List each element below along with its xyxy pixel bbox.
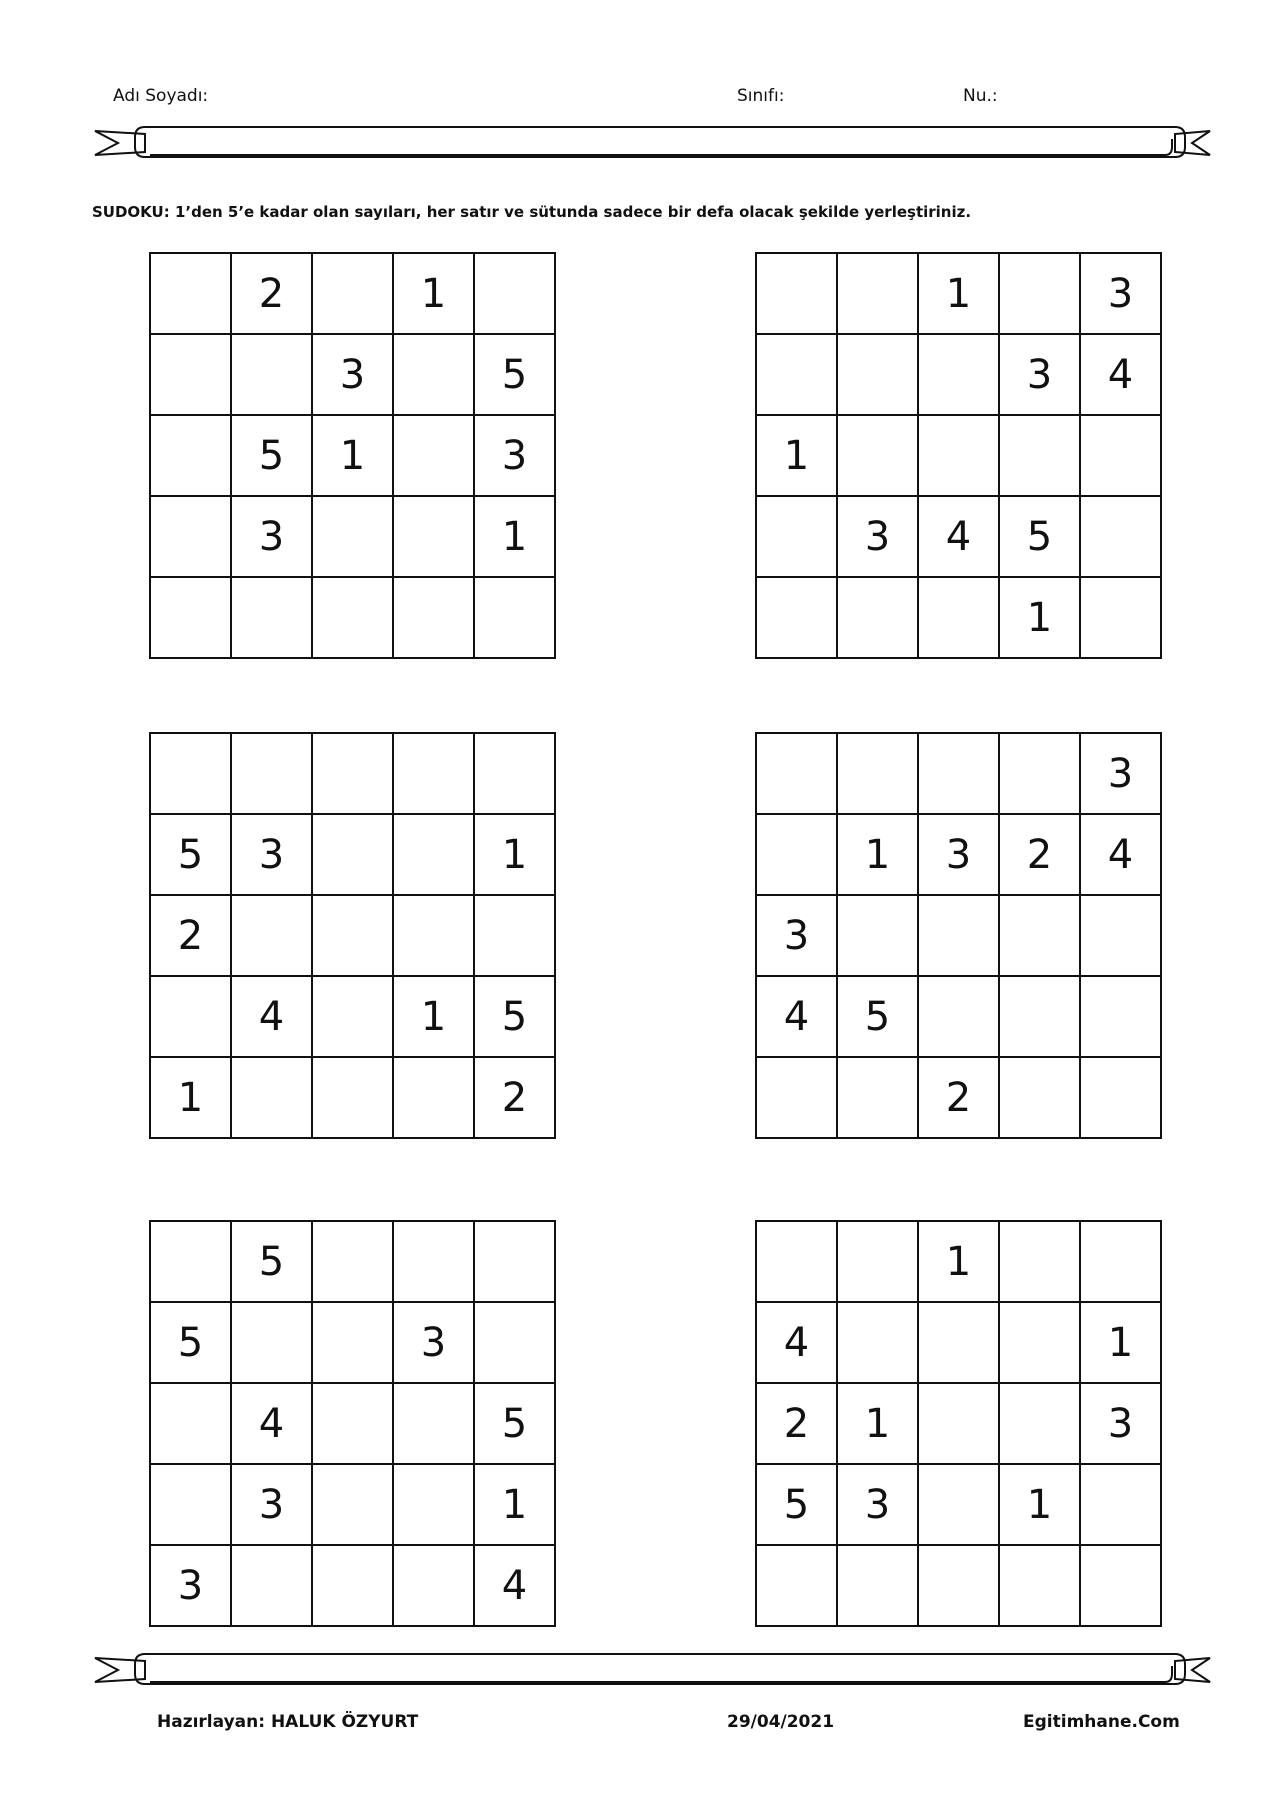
sudoku-cell[interactable]	[312, 1383, 393, 1464]
grid-row	[150, 814, 555, 895]
sudoku-cell[interactable]: 3	[231, 1464, 312, 1545]
sudoku-cell[interactable]	[150, 415, 231, 496]
sudoku-cell[interactable]: 1	[150, 1057, 231, 1138]
sudoku-cell[interactable]	[474, 253, 555, 334]
sudoku-cell[interactable]	[918, 415, 999, 496]
author: Hazırlayan: HALUK ÖZYURT	[157, 1712, 419, 1732]
sudoku-cell[interactable]: 1	[999, 1464, 1080, 1545]
sudoku-cell[interactable]	[312, 1545, 393, 1626]
sudoku-cell[interactable]: 1	[756, 415, 837, 496]
sudoku-cell[interactable]	[393, 1383, 474, 1464]
sudoku-cell[interactable]	[837, 1302, 918, 1383]
sudoku-cell[interactable]	[1080, 895, 1161, 976]
sudoku-cell[interactable]	[918, 1545, 999, 1626]
grid-row	[756, 1302, 1161, 1383]
sudoku-cell[interactable]	[918, 895, 999, 976]
sudoku-cell[interactable]: 3	[837, 1464, 918, 1545]
sudoku-cell[interactable]	[393, 334, 474, 415]
class-label: Sınıfı:	[737, 86, 785, 106]
grid-row	[150, 1545, 555, 1626]
grid-row	[150, 733, 555, 814]
sudoku-cell[interactable]	[999, 1221, 1080, 1302]
sudoku-cell[interactable]	[756, 1545, 837, 1626]
sudoku-cell[interactable]: 4	[231, 1383, 312, 1464]
sudoku-cell[interactable]: 1	[474, 814, 555, 895]
sudoku-cell[interactable]: 5	[150, 1302, 231, 1383]
sudoku-cell[interactable]	[999, 1383, 1080, 1464]
sudoku-cell[interactable]	[837, 334, 918, 415]
sudoku-cell[interactable]: 5	[837, 976, 918, 1057]
scroll-banner-bottom	[0, 1644, 1280, 1694]
sudoku-cell[interactable]	[918, 1302, 999, 1383]
grid-row	[756, 577, 1161, 658]
sudoku-cell[interactable]	[918, 577, 999, 658]
sudoku-cell[interactable]	[1080, 976, 1161, 1057]
sudoku-cell[interactable]: 5	[756, 1464, 837, 1545]
grid-row	[756, 976, 1161, 1057]
sudoku-cell[interactable]: 1	[474, 496, 555, 577]
sudoku-cell[interactable]: 1	[1080, 1302, 1161, 1383]
grid-row	[756, 334, 1161, 415]
grid-row	[756, 814, 1161, 895]
sudoku-cell[interactable]	[393, 496, 474, 577]
sudoku-cell[interactable]: 1	[999, 577, 1080, 658]
sudoku-cell[interactable]	[999, 733, 1080, 814]
sudoku-cell[interactable]	[231, 577, 312, 658]
sudoku-cell[interactable]: 5	[150, 814, 231, 895]
instructions: SUDOKU: 1’den 5’e kadar olan sayıları, her satır ve sütunda sadece bir defa olacak şekilde yerleştiriniz.	[92, 203, 972, 221]
sudoku-cell[interactable]	[312, 976, 393, 1057]
sudoku-cell[interactable]: 2	[918, 1057, 999, 1138]
sudoku-cell[interactable]	[756, 577, 837, 658]
sudoku-grid-5	[149, 1220, 556, 1627]
sudoku-cell[interactable]: 5	[474, 334, 555, 415]
sudoku-cell[interactable]	[312, 895, 393, 976]
sudoku-cell[interactable]: 3	[1080, 1383, 1161, 1464]
sudoku-cell[interactable]	[837, 1545, 918, 1626]
sudoku-cell[interactable]	[393, 895, 474, 976]
sudoku-cell[interactable]	[756, 814, 837, 895]
sudoku-cell[interactable]	[312, 1464, 393, 1545]
sudoku-cell[interactable]	[837, 1221, 918, 1302]
sudoku-cell[interactable]	[150, 577, 231, 658]
sudoku-cell[interactable]	[150, 1383, 231, 1464]
sudoku-cell[interactable]	[393, 733, 474, 814]
sudoku-cell[interactable]	[1080, 1221, 1161, 1302]
sudoku-cell[interactable]	[756, 496, 837, 577]
sudoku-cell[interactable]: 4	[756, 976, 837, 1057]
grid-row	[756, 415, 1161, 496]
sudoku-cell[interactable]: 4	[1080, 334, 1161, 415]
sudoku-cell[interactable]	[393, 1464, 474, 1545]
sudoku-cell[interactable]	[918, 733, 999, 814]
sudoku-cell[interactable]	[999, 415, 1080, 496]
sudoku-cell[interactable]	[231, 1545, 312, 1626]
sudoku-cell[interactable]	[312, 1221, 393, 1302]
sudoku-cell[interactable]	[312, 253, 393, 334]
sudoku-cell[interactable]: 5	[231, 415, 312, 496]
sudoku-cell[interactable]	[756, 733, 837, 814]
site: Egitimhane.Com	[1023, 1712, 1180, 1732]
grid-row	[150, 1464, 555, 1545]
sudoku-cell[interactable]	[474, 895, 555, 976]
sudoku-cell[interactable]	[999, 1545, 1080, 1626]
sudoku-cell[interactable]: 3	[231, 496, 312, 577]
sudoku-cell[interactable]	[150, 253, 231, 334]
sudoku-cell[interactable]: 1	[393, 253, 474, 334]
sudoku-cell[interactable]: 2	[231, 253, 312, 334]
sudoku-cell[interactable]	[837, 577, 918, 658]
sudoku-cell[interactable]	[312, 814, 393, 895]
sudoku-cell[interactable]	[393, 814, 474, 895]
sudoku-cell[interactable]	[231, 733, 312, 814]
grid-row	[150, 1302, 555, 1383]
grid-row	[756, 1221, 1161, 1302]
grid-row	[150, 577, 555, 658]
sudoku-cell[interactable]	[231, 1057, 312, 1138]
sudoku-cell[interactable]: 3	[918, 814, 999, 895]
sudoku-cell[interactable]	[756, 334, 837, 415]
sudoku-cell[interactable]: 4	[1080, 814, 1161, 895]
grid-row	[756, 733, 1161, 814]
sudoku-grid-1	[149, 252, 556, 659]
sudoku-cell[interactable]	[837, 253, 918, 334]
sudoku-cell[interactable]: 1	[837, 814, 918, 895]
sudoku-cell[interactable]	[312, 733, 393, 814]
sudoku-cell[interactable]	[1080, 496, 1161, 577]
sudoku-cell[interactable]	[150, 1221, 231, 1302]
sudoku-cell[interactable]	[1080, 415, 1161, 496]
sudoku-cell[interactable]: 5	[999, 496, 1080, 577]
grid-row	[756, 496, 1161, 577]
sudoku-cell[interactable]: 2	[756, 1383, 837, 1464]
grid-row	[756, 1545, 1161, 1626]
sudoku-cell[interactable]	[918, 976, 999, 1057]
grid-row	[150, 1221, 555, 1302]
sudoku-cell[interactable]: 2	[999, 814, 1080, 895]
sudoku-cell[interactable]	[999, 976, 1080, 1057]
sudoku-cell[interactable]: 3	[756, 895, 837, 976]
sudoku-cell[interactable]	[999, 1057, 1080, 1138]
sudoku-cell[interactable]	[1080, 577, 1161, 658]
grid-row	[150, 415, 555, 496]
grid-row	[756, 1057, 1161, 1138]
sudoku-cell[interactable]: 5	[474, 976, 555, 1057]
sudoku-cell[interactable]	[312, 577, 393, 658]
number-label: Nu.:	[963, 86, 998, 106]
sudoku-cell[interactable]: 1	[474, 1464, 555, 1545]
sudoku-cell[interactable]	[474, 1302, 555, 1383]
sudoku-cell[interactable]	[393, 1057, 474, 1138]
scroll-banner-top	[0, 117, 1280, 167]
sudoku-cell[interactable]: 4	[474, 1545, 555, 1626]
sudoku-cell[interactable]: 5	[474, 1383, 555, 1464]
sudoku-cell[interactable]	[150, 976, 231, 1057]
sudoku-cell[interactable]	[231, 895, 312, 976]
sudoku-cell[interactable]	[756, 1057, 837, 1138]
sudoku-cell[interactable]	[999, 1302, 1080, 1383]
sudoku-cell[interactable]: 1	[312, 415, 393, 496]
grid-row	[150, 334, 555, 415]
sudoku-cell[interactable]: 3	[999, 334, 1080, 415]
sudoku-cell[interactable]	[393, 577, 474, 658]
sudoku-cell[interactable]	[474, 1221, 555, 1302]
sudoku-cell[interactable]	[474, 577, 555, 658]
sudoku-cell[interactable]	[393, 415, 474, 496]
sudoku-cell[interactable]: 5	[231, 1221, 312, 1302]
sudoku-grid-4	[755, 732, 1162, 1139]
sudoku-cell[interactable]	[837, 733, 918, 814]
grid-row	[150, 1383, 555, 1464]
sudoku-cell[interactable]	[837, 1057, 918, 1138]
sudoku-cell[interactable]: 3	[1080, 733, 1161, 814]
grid-row	[150, 976, 555, 1057]
sudoku-cell[interactable]: 3	[150, 1545, 231, 1626]
grid-row	[756, 1383, 1161, 1464]
sudoku-cell[interactable]	[756, 1221, 837, 1302]
sudoku-cell[interactable]: 4	[231, 976, 312, 1057]
sudoku-cell[interactable]	[837, 895, 918, 976]
sudoku-cell[interactable]	[837, 415, 918, 496]
sudoku-cell[interactable]	[999, 253, 1080, 334]
grid-row	[150, 1057, 555, 1138]
sudoku-cell[interactable]	[312, 496, 393, 577]
sudoku-grid-3	[149, 732, 556, 1139]
sudoku-cell[interactable]: 4	[918, 496, 999, 577]
sudoku-cell[interactable]: 1	[918, 253, 999, 334]
sudoku-cell[interactable]: 1	[393, 976, 474, 1057]
sudoku-cell[interactable]	[1080, 1545, 1161, 1626]
grid-row	[756, 253, 1161, 334]
sudoku-cell[interactable]: 3	[231, 814, 312, 895]
sudoku-cell[interactable]	[756, 253, 837, 334]
sudoku-grid-6	[755, 1220, 1162, 1627]
sudoku-cell[interactable]	[999, 895, 1080, 976]
sudoku-cell[interactable]	[474, 733, 555, 814]
sudoku-cell[interactable]	[150, 496, 231, 577]
grid-row	[756, 895, 1161, 976]
sudoku-cell[interactable]: 3	[1080, 253, 1161, 334]
sudoku-cell[interactable]	[1080, 1464, 1161, 1545]
sudoku-cell[interactable]: 2	[474, 1057, 555, 1138]
sudoku-cell[interactable]: 4	[756, 1302, 837, 1383]
sudoku-cell[interactable]	[231, 334, 312, 415]
sudoku-cell[interactable]: 3	[312, 334, 393, 415]
sudoku-grid-2	[755, 252, 1162, 659]
name-label: Adı Soyadı:	[113, 86, 209, 106]
sudoku-cell[interactable]	[918, 1464, 999, 1545]
sudoku-cell[interactable]: 1	[837, 1383, 918, 1464]
sudoku-cell[interactable]	[393, 1545, 474, 1626]
sudoku-cell[interactable]: 3	[393, 1302, 474, 1383]
sudoku-cell[interactable]: 3	[474, 415, 555, 496]
sudoku-cell[interactable]: 3	[837, 496, 918, 577]
grid-row	[756, 1464, 1161, 1545]
sudoku-cell[interactable]: 2	[150, 895, 231, 976]
grid-row	[150, 895, 555, 976]
sudoku-cell[interactable]	[150, 1464, 231, 1545]
sudoku-cell[interactable]	[918, 334, 999, 415]
sudoku-cell[interactable]: 1	[918, 1221, 999, 1302]
grid-row	[150, 253, 555, 334]
sudoku-cell[interactable]	[150, 733, 231, 814]
sudoku-cell[interactable]	[312, 1057, 393, 1138]
grid-row	[150, 496, 555, 577]
sudoku-cell[interactable]	[231, 1302, 312, 1383]
sudoku-cell[interactable]	[393, 1221, 474, 1302]
sudoku-cell[interactable]	[1080, 1057, 1161, 1138]
sudoku-cell[interactable]	[918, 1383, 999, 1464]
sudoku-cell[interactable]	[312, 1302, 393, 1383]
sudoku-cell[interactable]	[150, 334, 231, 415]
date: 29/04/2021	[727, 1712, 835, 1732]
